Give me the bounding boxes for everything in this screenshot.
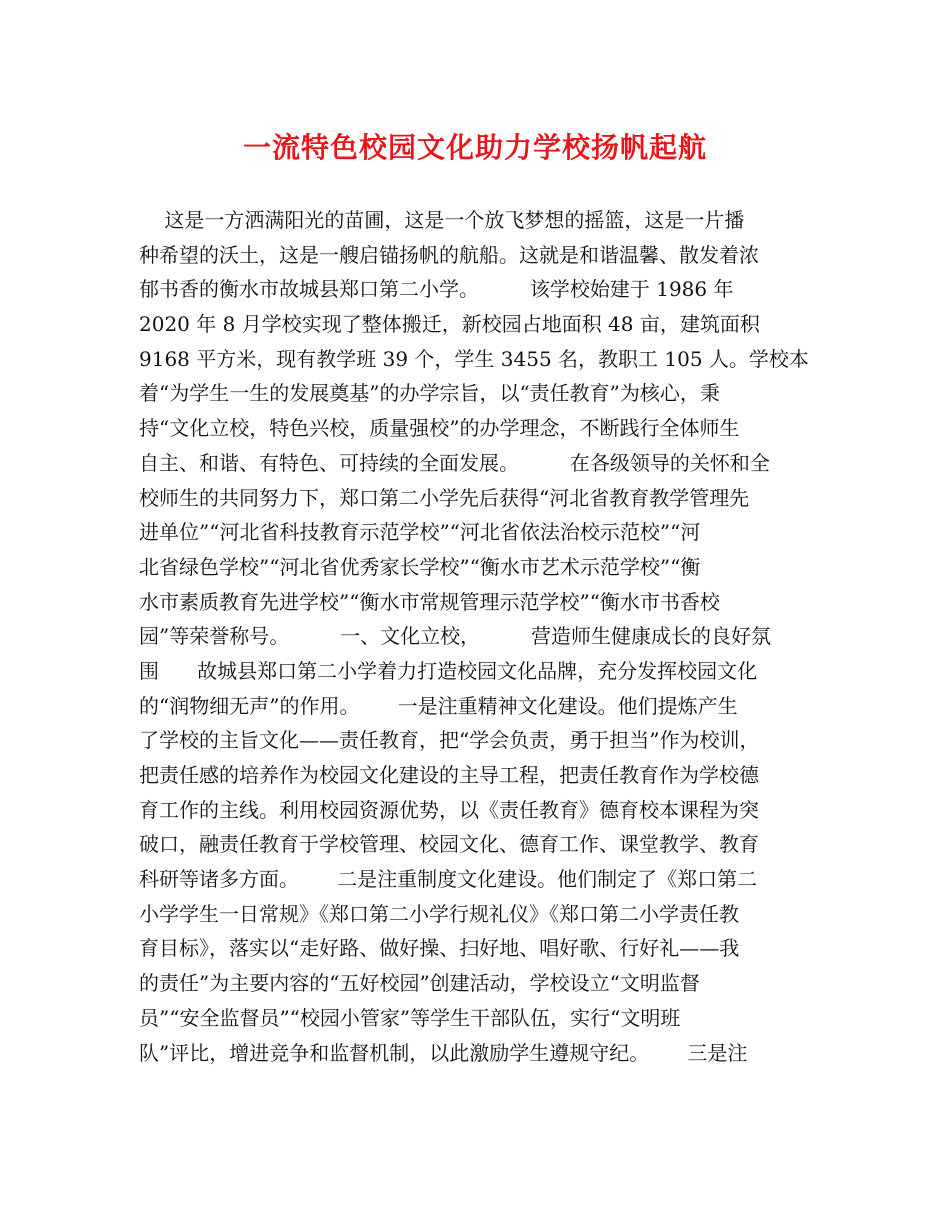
body-line: 持“文化立校，特色兴校，质量强校”的办学理念，不断践行全体师生 — [139, 416, 740, 441]
body-line: 校师生的共同努力下，郑口第二小学先后获得“河北省教育教学管理先 — [139, 485, 750, 510]
body-line: 围 故城县郑口第二小学着力打造校园文化品牌，充分发挥校园文化 — [139, 658, 758, 683]
body-line: 进单位”“河北省科技教育示范学校”“河北省依法治校示范校”“河 — [139, 520, 701, 545]
body-line: 9168 平方米，现有教学班 39 个，学生 3455 名，教职工 105 人。学校本 — [139, 346, 809, 371]
body-line: 育目标》，落实以“走好路、做好操、扫好地、唱好歌、行好礼——我 — [139, 936, 740, 961]
body-line: 郁书香的衡水市故城县郑口第二小学。 该学校始建于 1986 年 — [139, 277, 734, 302]
body-line: 的“润物细无声”的作用。 一是注重精神文化建设。他们提炼产生 — [139, 693, 738, 718]
body-line: 育工作的主线。利用校园资源优势，以《责任教育》德育校本课程为突 — [139, 797, 759, 822]
body-line: 小学学生一日常规》《郑口第二小学行规礼仪》《郑口第二小学责任教 — [139, 901, 739, 926]
body-line: 把责任感的培养作为校园文化建设的主导工程，把责任教育作为学校德 — [139, 763, 759, 787]
body-line: 北省绿色学校”“河北省优秀家长学校”“衡水市艺术示范学校”“衡 — [139, 554, 701, 579]
body-line: 了学校的主旨文化——责任教育，把“学会负责，勇于担当”作为校训， — [139, 728, 760, 753]
body-line: 种希望的沃土，这是一艘启锚扬帆的航船。这就是和谐温馨、散发着浓 — [139, 242, 759, 267]
body-line: 着“为学生一生的发展奠基”的办学宗旨，以“责任教育”为核心，秉 — [139, 381, 720, 406]
document-body — [139, 203, 811, 1070]
body-line: 员”“安全监督员”“校园小管家”等学生干部队伍，实行“文明班 — [139, 1005, 681, 1030]
body-line: 这是一方洒满阳光的苗圃，这是一个放飞梦想的摇篮，这是一片播 — [139, 208, 745, 232]
body-line: 科研等诸多方面。 二是注重制度文化建设。他们制定了《郑口第二 — [139, 867, 758, 892]
body-line: 园”等荣誉称号。 一、文化立校， 营造师生健康成长的良好氛 — [139, 624, 771, 649]
body-line: 2020 年 8 月学校实现了整体搬迁，新校园占地面积 48 亩，建筑面积 — [139, 312, 760, 337]
body-line: 自主、和谐、有特色、可持续的全面发展。 在各级领导的关怀和全 — [139, 450, 770, 475]
body-line: 队”评比，增进竞争和监督机制，以此激励学生遵规守纪。 三是注 — [139, 1040, 748, 1065]
document-title: 一流特色校园文化助力学校扬帆起航 — [242, 131, 707, 164]
body-line: 破口，融责任教育于学校管理、校园文化、德育工作、课堂教学、教育 — [139, 832, 759, 857]
body-line: 的责任”为主要内容的“五好校园”创建活动，学校设立“文明监督 — [139, 971, 700, 996]
body-line: 水市素质教育先进学校”“衡水市常规管理示范学校”“衡水市书香校 — [139, 589, 720, 614]
